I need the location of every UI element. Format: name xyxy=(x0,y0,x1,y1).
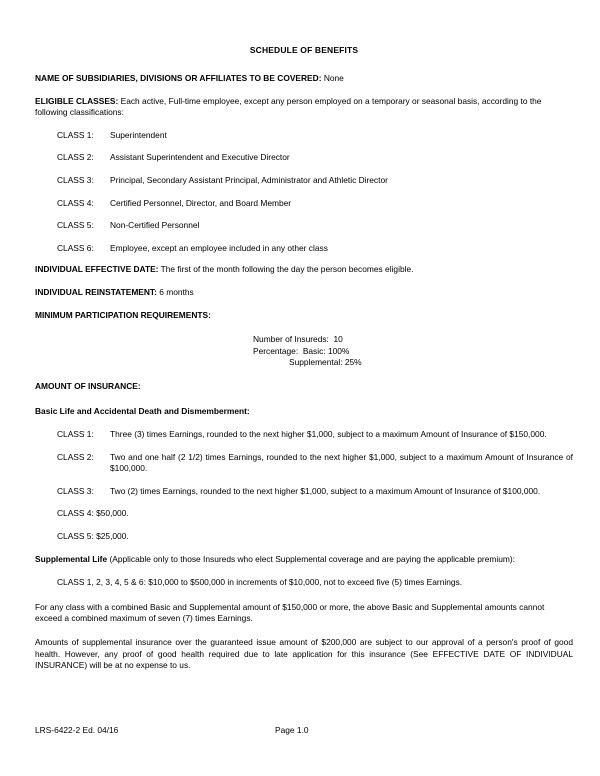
list-item xyxy=(35,243,573,255)
reinstatement-label: INDIVIDUAL REINSTATEMENT: xyxy=(35,286,157,297)
page-number: Page 1.0 xyxy=(275,725,309,735)
supplemental-life-label: Supplemental Life xyxy=(35,553,108,564)
class-value: Three (3) times Earnings, rounded to the next higher $1,000, subject to a maximum Amount of Insurance of $150,000. xyxy=(110,429,547,440)
participation-insureds: Number of Insureds: 10 xyxy=(253,334,343,345)
list-item: CLASS 1, 2, 3, 4, 5 & 6: $10,000 to $500,000 in increments of $10,000, not to exceed five (5) times Earnings. xyxy=(57,577,463,588)
effective-date-value: The first of the month following the day the person becomes eligible. xyxy=(160,264,414,275)
reinstatement-section xyxy=(35,287,573,299)
page-title: SCHEDULE OF BENEFITS xyxy=(249,45,359,55)
class-key: CLASS 1: xyxy=(57,429,94,440)
class-key: CLASS 4: xyxy=(57,197,94,208)
supplemental-life-section xyxy=(35,554,573,566)
participation-label: MINIMUM PARTICIPATION REQUIREMENTS: xyxy=(35,309,211,320)
form-number: LRS-6422-2 Ed. 04/16 xyxy=(35,725,119,735)
eligible-classes-section xyxy=(35,96,573,119)
class-value: Employee, except an employee included in any other class xyxy=(110,242,328,253)
class-key: CLASS 5: xyxy=(57,220,94,231)
eligible-classes-list xyxy=(35,130,573,255)
class-value: Certified Personnel, Director, and Board Member xyxy=(110,197,292,208)
list-item xyxy=(35,486,573,498)
subsidiaries-label: NAME OF SUBSIDIARIES, DIVISIONS OR AFFILIATES TO BE COVERED: xyxy=(35,73,322,83)
participation-values xyxy=(35,334,573,369)
class-key: CLASS 2: xyxy=(57,451,94,462)
amount-of-insurance-label: AMOUNT OF INSURANCE: xyxy=(35,380,141,391)
class-value: Principal, Secondary Assistant Principal, Administrator and Athletic Director xyxy=(110,174,388,185)
class-value: Two and one half (2 1/2) times Earnings, rounded to the next higher $1,000, subject to a maximum Amount of Insurance of $100,000. xyxy=(110,451,573,474)
subsidiaries-section xyxy=(35,73,573,85)
basic-life-heading: Basic Life and Accidental Death and Dismemberment: xyxy=(35,405,250,416)
class-value: Two (2) times Earnings, rounded to the next higher $1,000, subject to a maximum Amount of Insurance of $100,000. xyxy=(110,485,541,496)
supplemental-life-note: (Applicable only to those Insureds who elect Supplemental coverage and are paying the applicable premium): xyxy=(109,553,515,564)
class-value: Superintendent xyxy=(110,129,167,140)
class-key: CLASS 2: xyxy=(57,152,94,163)
list-item xyxy=(35,452,573,475)
effective-date-section xyxy=(35,264,573,276)
class-key: CLASS 3: xyxy=(57,174,94,185)
list-item xyxy=(35,152,573,164)
list-item xyxy=(35,130,573,142)
reinstatement-value: 6 months xyxy=(159,286,194,297)
list-item: CLASS 5: $25,000. xyxy=(57,531,129,542)
guaranteed-issue-note: Amounts of supplemental insurance over the guaranteed issue amount of $200,000 are subject to our approval of a person's proof of good health. However, any proof of good health required due to late application for this insurance (See EFFECTIVE DATE OF INDIVIDUAL INSURANCE) will be at no expense to us. xyxy=(35,637,573,671)
eligible-classes-label: ELIGIBLE CLASSES: xyxy=(35,95,119,106)
class-key: CLASS 1: xyxy=(57,129,94,140)
participation-supplemental: Supplemental: 25% xyxy=(289,357,362,368)
effective-date-label: INDIVIDUAL EFFECTIVE DATE: xyxy=(35,264,159,275)
class-key: CLASS 6: xyxy=(57,242,94,253)
list-item xyxy=(35,175,573,187)
list-item xyxy=(35,429,573,441)
eligible-classes-text: Each active, Full-time employee, except any person employed on a temporary or seasonal basis, according to the following classifications: xyxy=(35,95,542,118)
list-item: CLASS 4: $50,000. xyxy=(57,508,129,519)
combined-maximum-note: For any class with a combined Basic and Supplemental amount of $150,000 or more, the above Basic and Supplemental amounts cannot exceed a combined maximum of seven (7) times Earnings. xyxy=(35,601,545,624)
list-item xyxy=(35,220,573,232)
class-key: CLASS 3: xyxy=(57,485,94,496)
subsidiaries-value: None xyxy=(323,73,344,83)
participation-basic: Percentage: Basic: 100% xyxy=(253,345,350,356)
class-value: Non-Certified Personnel xyxy=(110,220,200,231)
class-value: Assistant Superintendent and Executive Director xyxy=(110,152,290,163)
list-item xyxy=(35,198,573,210)
